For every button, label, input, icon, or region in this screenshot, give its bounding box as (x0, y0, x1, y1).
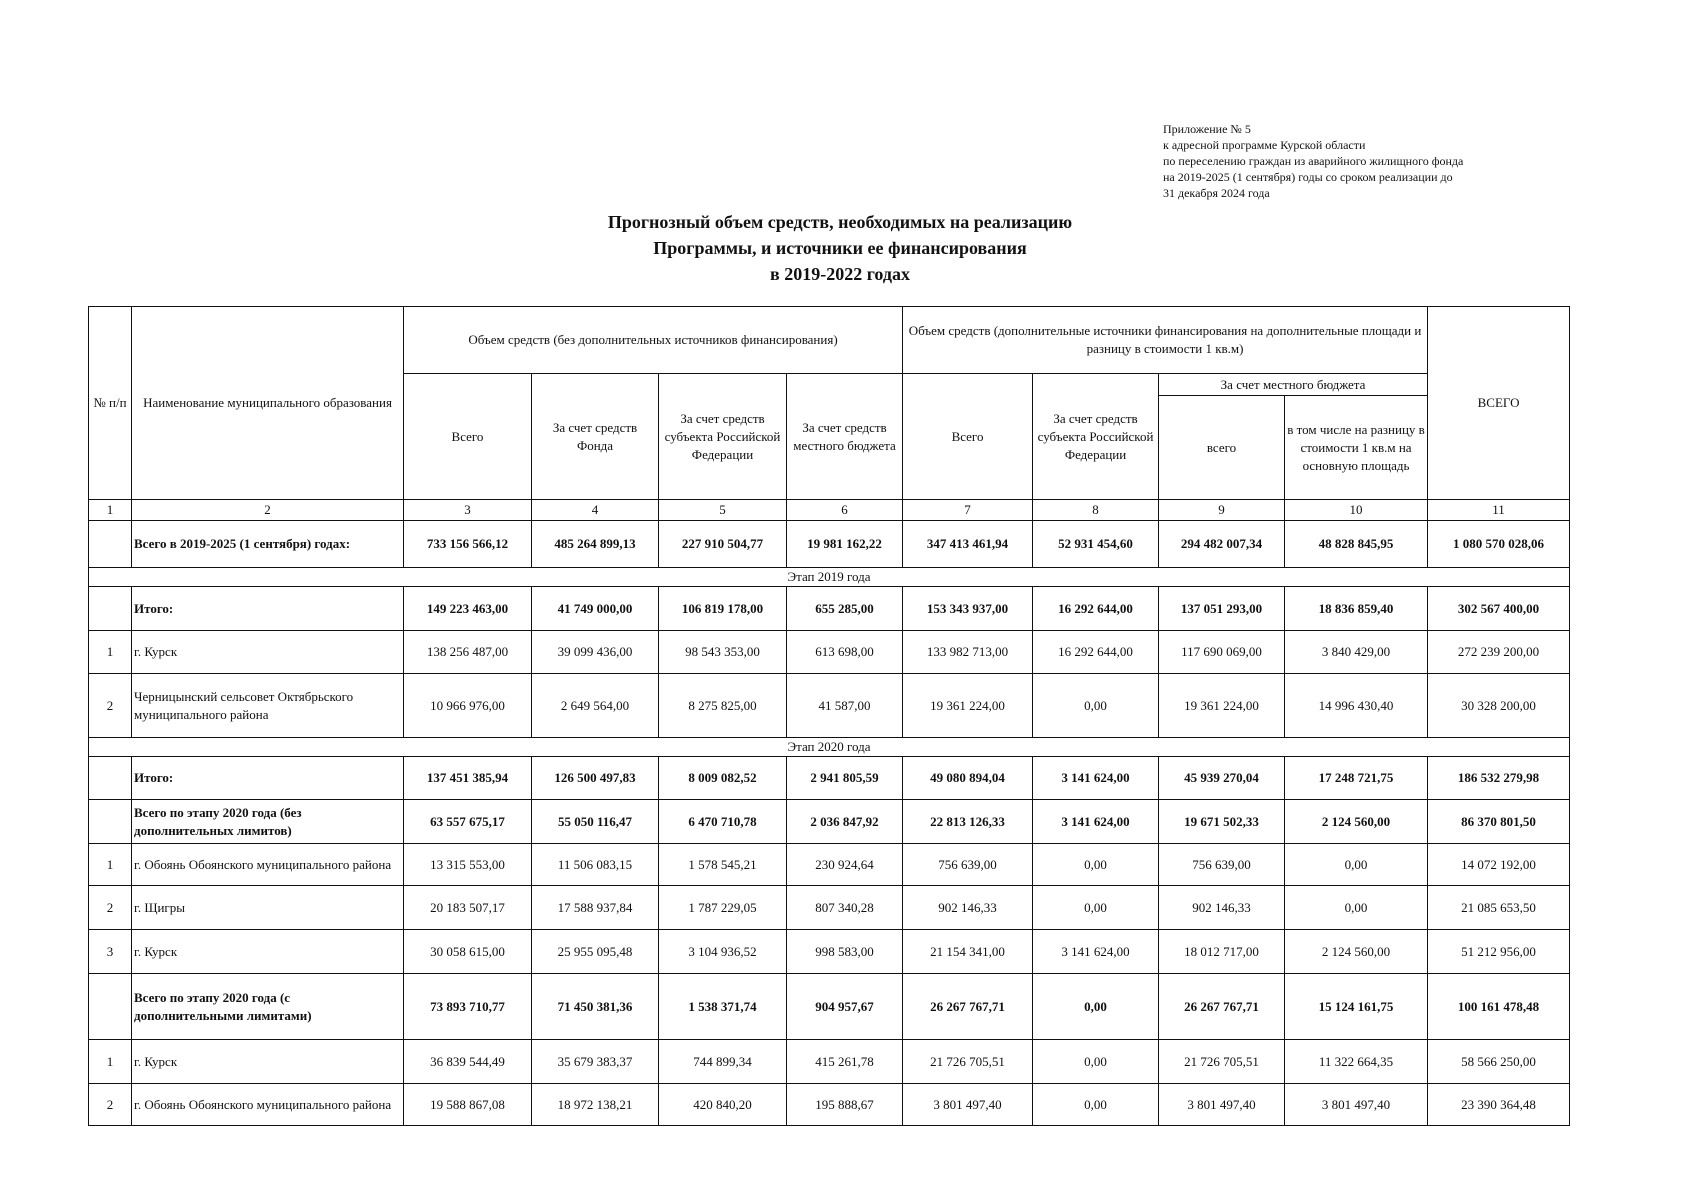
cell-value: 14 072 192,00 (1428, 844, 1570, 886)
cell-value: 106 819 178,00 (659, 587, 787, 631)
cell-value: 2 124 560,00 (1285, 930, 1428, 974)
cell-value: 744 899,34 (659, 1040, 787, 1084)
cell-value: 41 587,00 (787, 674, 903, 738)
col-number: 3 (404, 500, 532, 521)
cell-value: 30 058 615,00 (404, 930, 532, 974)
cell-value: 0,00 (1285, 886, 1428, 930)
cell-value: 35 679 383,37 (532, 1040, 659, 1084)
cell-value: 71 450 381,36 (532, 974, 659, 1040)
cell-value: 20 183 507,17 (404, 886, 532, 930)
cell-value: 21 154 341,00 (903, 930, 1033, 974)
header-c9: всего (1159, 396, 1285, 500)
cell-value: 8 009 082,52 (659, 757, 787, 800)
cell-value: 0,00 (1033, 1084, 1159, 1126)
funding-table (88, 306, 1570, 1126)
cell-value: 153 343 937,00 (903, 587, 1033, 631)
row-num (89, 587, 132, 631)
row-num (89, 974, 132, 1040)
header-total: ВСЕГО (1428, 307, 1570, 500)
cell-value: 117 690 069,00 (1159, 631, 1285, 674)
cell-value: 0,00 (1033, 844, 1159, 886)
table-row (89, 886, 1570, 930)
cell-value: 186 532 279,98 (1428, 757, 1570, 800)
cell-value: 2 941 805,59 (787, 757, 903, 800)
col-number: 2 (132, 500, 404, 521)
cell-value: 48 828 845,95 (1285, 521, 1428, 568)
cell-value: 18 972 138,21 (532, 1084, 659, 1126)
cell-value: 16 292 644,00 (1033, 587, 1159, 631)
row-name: Итого: (132, 757, 404, 800)
cell-value: 10 966 976,00 (404, 674, 532, 738)
document-title (430, 209, 1250, 287)
cell-value: 73 893 710,77 (404, 974, 532, 1040)
cell-value: 3 801 497,40 (903, 1084, 1033, 1126)
appendix-line: 31 декабря 2024 года (1163, 186, 1270, 200)
title-line: Программы, и источники ее финансирования (653, 238, 1027, 258)
col-number: 1 (89, 500, 132, 521)
row-name: Всего в 2019-2025 (1 сентября) годах: (132, 521, 404, 568)
cell-value: 21 726 705,51 (903, 1040, 1033, 1084)
cell-value: 100 161 478,48 (1428, 974, 1570, 1040)
cell-value: 18 012 717,00 (1159, 930, 1285, 974)
stage-2020-row (89, 738, 1570, 757)
cell-value: 30 328 200,00 (1428, 674, 1570, 738)
row-name: г. Курск (132, 631, 404, 674)
row-name: Итого: (132, 587, 404, 631)
row-num (89, 757, 132, 800)
cell-value: 904 957,67 (787, 974, 903, 1040)
cell-value: 195 888,67 (787, 1084, 903, 1126)
cell-value: 1 538 371,74 (659, 974, 787, 1040)
cell-value: 2 649 564,00 (532, 674, 659, 738)
cell-value: 26 267 767,71 (1159, 974, 1285, 1040)
cell-value: 137 451 385,94 (404, 757, 532, 800)
cell-value: 2 124 560,00 (1285, 800, 1428, 844)
cell-value: 3 141 624,00 (1033, 757, 1159, 800)
cell-value: 485 264 899,13 (532, 521, 659, 568)
cell-value: 3 840 429,00 (1285, 631, 1428, 674)
cell-value: 11 322 664,35 (1285, 1040, 1428, 1084)
title-line: в 2019-2022 годах (769, 264, 911, 284)
cell-value: 3 104 936,52 (659, 930, 787, 974)
cell-value: 45 939 270,04 (1159, 757, 1285, 800)
cell-value: 347 413 461,94 (903, 521, 1033, 568)
table-row (89, 844, 1570, 886)
cell-value: 16 292 644,00 (1033, 631, 1159, 674)
cell-value: 126 500 497,83 (532, 757, 659, 800)
cell-value: 86 370 801,50 (1428, 800, 1570, 844)
cell-value: 11 506 083,15 (532, 844, 659, 886)
header-local-budget: За счет местного бюджета (1159, 374, 1428, 396)
header-c3: Всего (404, 374, 532, 500)
header-name: Наименование муниципального образования (132, 307, 404, 500)
cell-value: 41 749 000,00 (532, 587, 659, 631)
row-name: г. Курск (132, 1040, 404, 1084)
cell-value: 138 256 487,00 (404, 631, 532, 674)
cell-value: 902 146,33 (903, 886, 1033, 930)
cell-value: 19 981 162,22 (787, 521, 903, 568)
cell-value: 3 141 624,00 (1033, 800, 1159, 844)
row-num: 2 (89, 1084, 132, 1126)
cell-value: 415 261,78 (787, 1040, 903, 1084)
cell-value: 21 085 653,50 (1428, 886, 1570, 930)
cell-value: 3 801 497,40 (1159, 1084, 1285, 1126)
cell-value: 230 924,64 (787, 844, 903, 886)
cell-value: 3 801 497,40 (1285, 1084, 1428, 1126)
cell-value: 2 036 847,92 (787, 800, 903, 844)
header-group-main: Объем средств (без дополнительных источников финансирования) (404, 307, 903, 374)
cell-value: 14 996 430,40 (1285, 674, 1428, 738)
table-row (89, 1040, 1570, 1084)
appendix-line: по переселению граждан из аварийного жилищного фонда (1163, 154, 1464, 168)
cell-value: 998 583,00 (787, 930, 903, 974)
stage-2019-total-row (89, 587, 1570, 631)
appendix-line: Приложение № 5 (1163, 122, 1251, 136)
col-number: 4 (532, 500, 659, 521)
subtotal-row (89, 800, 1570, 844)
table-row (89, 930, 1570, 974)
cell-value: 1 787 229,05 (659, 886, 787, 930)
cell-value: 36 839 544,49 (404, 1040, 532, 1084)
row-num: 2 (89, 674, 132, 738)
stage-label: Этап 2020 года (89, 738, 1570, 757)
row-num (89, 800, 132, 844)
stage-label: Этап 2019 года (89, 568, 1570, 587)
cell-value: 655 285,00 (787, 587, 903, 631)
table-row (89, 674, 1570, 738)
cell-value: 420 840,20 (659, 1084, 787, 1126)
cell-value: 51 212 956,00 (1428, 930, 1570, 974)
col-number: 5 (659, 500, 787, 521)
cell-value: 902 146,33 (1159, 886, 1285, 930)
col-number: 8 (1033, 500, 1159, 521)
cell-value: 49 080 894,04 (903, 757, 1033, 800)
appendix-line: к адресной программе Курской области (1163, 138, 1366, 152)
row-name: г. Щигры (132, 886, 404, 930)
row-num (89, 521, 132, 568)
row-num: 3 (89, 930, 132, 974)
header-c5: За счет средств субъекта Российской Федерации (659, 374, 787, 500)
cell-value: 18 836 859,40 (1285, 587, 1428, 631)
cell-value: 0,00 (1033, 974, 1159, 1040)
cell-value: 3 141 624,00 (1033, 930, 1159, 974)
cell-value: 22 813 126,33 (903, 800, 1033, 844)
cell-value: 17 588 937,84 (532, 886, 659, 930)
appendix-note (1163, 121, 1543, 201)
row-name: Всего по этапу 2020 года (без дополнительных лимитов) (132, 800, 404, 844)
col-number: 9 (1159, 500, 1285, 521)
cell-value: 137 051 293,00 (1159, 587, 1285, 631)
column-number-row (89, 500, 1570, 521)
cell-value: 807 340,28 (787, 886, 903, 930)
cell-value: 8 275 825,00 (659, 674, 787, 738)
cell-value: 149 223 463,00 (404, 587, 532, 631)
cell-value: 613 698,00 (787, 631, 903, 674)
stage-2020-total-row (89, 757, 1570, 800)
table-row (89, 1084, 1570, 1126)
header-c7: Всего (903, 374, 1033, 500)
appendix-line: на 2019-2025 (1 сентября) годы со сроком реализации до (1163, 170, 1453, 184)
cell-value: 6 470 710,78 (659, 800, 787, 844)
subtotal-row (89, 974, 1570, 1040)
cell-value: 19 361 224,00 (1159, 674, 1285, 738)
cell-value: 55 050 116,47 (532, 800, 659, 844)
header-c4: За счет средств Фонда (532, 374, 659, 500)
cell-value: 13 315 553,00 (404, 844, 532, 886)
cell-value: 58 566 250,00 (1428, 1040, 1570, 1084)
col-number: 6 (787, 500, 903, 521)
row-name: Черницынский сельсовет Октябрьского муниципального района (132, 674, 404, 738)
cell-value: 26 267 767,71 (903, 974, 1033, 1040)
table-row (89, 631, 1570, 674)
cell-value: 39 099 436,00 (532, 631, 659, 674)
row-name: Всего по этапу 2020 года (с дополнительными лимитами) (132, 974, 404, 1040)
header-c10: в том числе на разницу в стоимости 1 кв.м на основную площадь (1285, 396, 1428, 500)
cell-value: 756 639,00 (903, 844, 1033, 886)
cell-value: 19 671 502,33 (1159, 800, 1285, 844)
cell-value: 272 239 200,00 (1428, 631, 1570, 674)
header-num: № п/п (89, 307, 132, 500)
grand-total-row (89, 521, 1570, 568)
row-num: 1 (89, 1040, 132, 1084)
cell-value: 25 955 095,48 (532, 930, 659, 974)
cell-value: 133 982 713,00 (903, 631, 1033, 674)
row-num: 1 (89, 844, 132, 886)
col-number: 7 (903, 500, 1033, 521)
header-group-additional: Объем средств (дополнительные источники финансирования на дополнительные площади и разницу в стоимости 1 кв.м) (903, 307, 1428, 374)
cell-value: 19 361 224,00 (903, 674, 1033, 738)
title-line: Прогнозный объем средств, необходимых на реализацию (607, 212, 1073, 232)
header-row-1 (89, 307, 1570, 374)
cell-value: 17 248 721,75 (1285, 757, 1428, 800)
cell-value: 98 543 353,00 (659, 631, 787, 674)
cell-value: 0,00 (1033, 886, 1159, 930)
cell-value: 63 557 675,17 (404, 800, 532, 844)
cell-value: 21 726 705,51 (1159, 1040, 1285, 1084)
col-number: 11 (1428, 500, 1570, 521)
stage-2019-row (89, 568, 1570, 587)
cell-value: 1 578 545,21 (659, 844, 787, 886)
row-num: 2 (89, 886, 132, 930)
col-number: 10 (1285, 500, 1428, 521)
cell-value: 0,00 (1033, 674, 1159, 738)
cell-value: 23 390 364,48 (1428, 1084, 1570, 1126)
row-name: г. Обоянь Обоянского муниципального района (132, 844, 404, 886)
cell-value: 52 931 454,60 (1033, 521, 1159, 568)
cell-value: 0,00 (1033, 1040, 1159, 1084)
header-c8: За счет средств субъекта Российской Федерации (1033, 374, 1159, 500)
cell-value: 227 910 504,77 (659, 521, 787, 568)
cell-value: 294 482 007,34 (1159, 521, 1285, 568)
row-num: 1 (89, 631, 132, 674)
cell-value: 733 156 566,12 (404, 521, 532, 568)
cell-value: 0,00 (1285, 844, 1428, 886)
cell-value: 15 124 161,75 (1285, 974, 1428, 1040)
header-c6: За счет средств местного бюджета (787, 374, 903, 500)
row-name: г. Обоянь Обоянского муниципального района (132, 1084, 404, 1126)
cell-value: 19 588 867,08 (404, 1084, 532, 1126)
cell-value: 756 639,00 (1159, 844, 1285, 886)
cell-value: 302 567 400,00 (1428, 587, 1570, 631)
cell-value: 1 080 570 028,06 (1428, 521, 1570, 568)
row-name: г. Курск (132, 930, 404, 974)
